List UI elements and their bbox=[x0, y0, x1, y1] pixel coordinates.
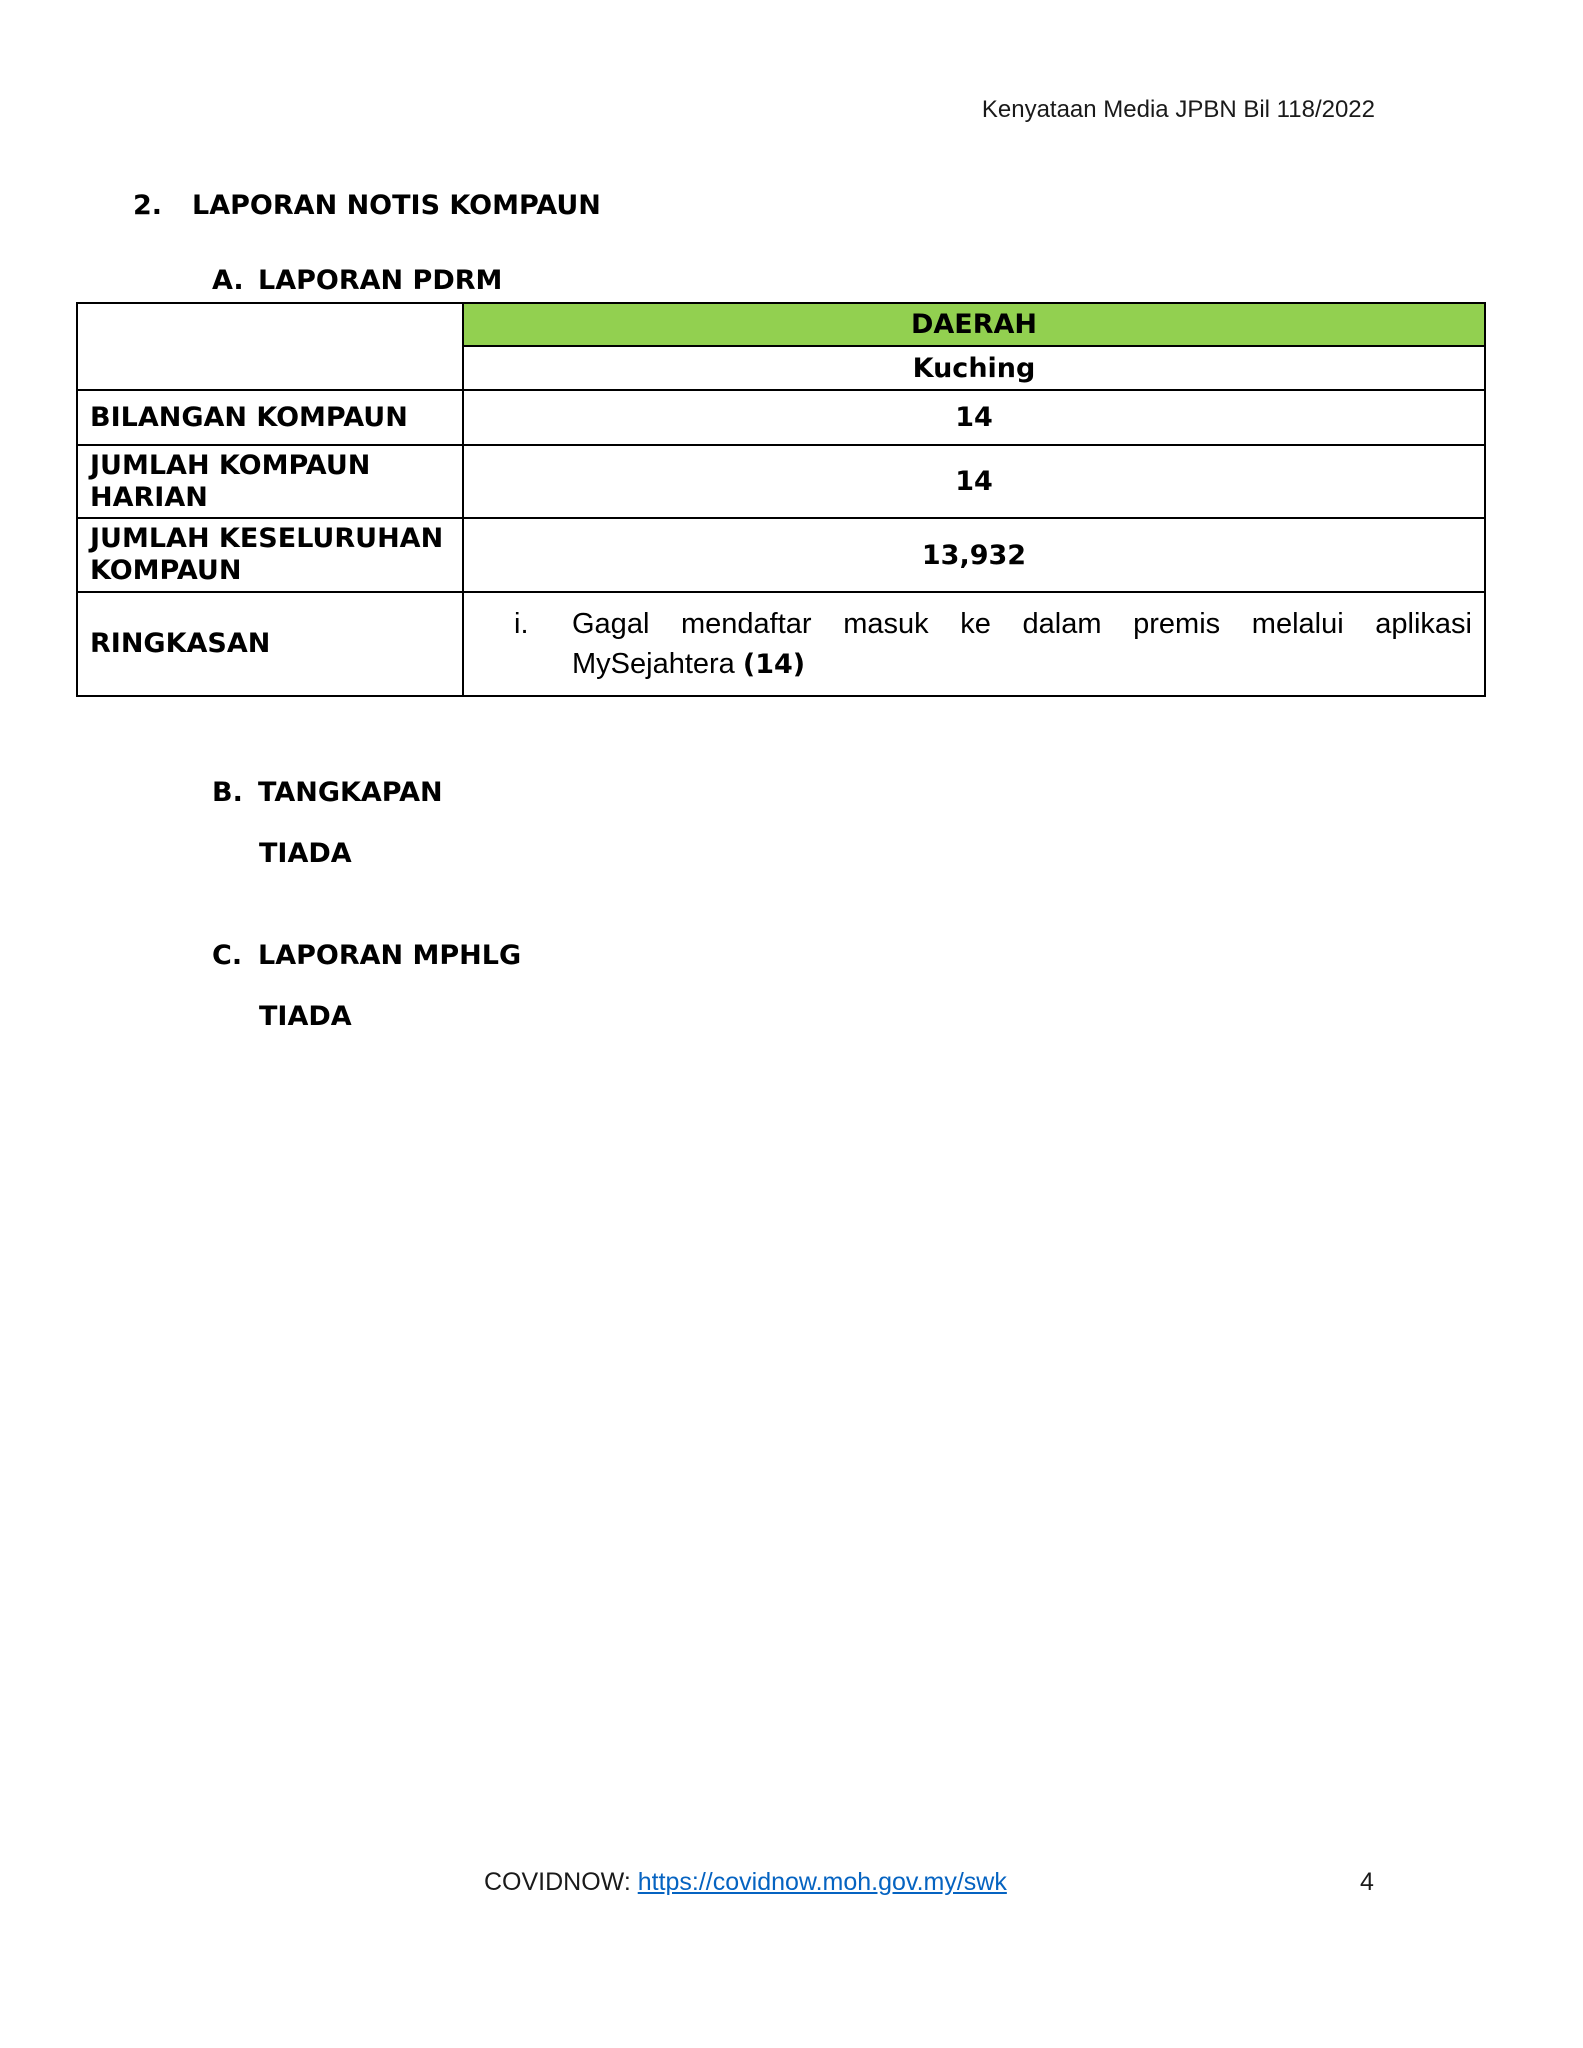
footer bbox=[484, 1868, 1007, 1897]
subsection-a-letter: A. bbox=[212, 265, 244, 296]
section-number: 2. bbox=[133, 190, 163, 221]
subsection-b-letter: B. bbox=[212, 777, 243, 808]
row-label: JUMLAH KOMPAUN HARIAN bbox=[77, 445, 463, 518]
district-header-cell: DAERAH bbox=[463, 303, 1485, 346]
table-header-row bbox=[77, 303, 1485, 346]
row-value: 13,932 bbox=[463, 518, 1485, 592]
summary-item bbox=[476, 604, 1472, 685]
page-number: 4 bbox=[1360, 1868, 1374, 1896]
empty-corner-cell bbox=[77, 303, 463, 390]
summary-label: RINGKASAN bbox=[77, 592, 463, 696]
row-value: 14 bbox=[463, 390, 1485, 445]
summary-row bbox=[77, 592, 1485, 696]
summary-item-count: (14) bbox=[742, 648, 806, 680]
table-row bbox=[77, 445, 1485, 518]
section-heading bbox=[133, 190, 601, 221]
summary-cell bbox=[463, 592, 1485, 696]
footer-prefix: COVIDNOW: bbox=[484, 1868, 631, 1896]
subsection-b-content: TIADA bbox=[259, 838, 352, 869]
subsection-c-title: LAPORAN MPHLG bbox=[258, 940, 522, 971]
covidnow-link[interactable]: https://covidnow.moh.gov.my/swk bbox=[637, 1868, 1007, 1896]
summary-item-text bbox=[572, 604, 1472, 685]
subsection-a-heading bbox=[212, 265, 502, 296]
document-reference: Kenyataan Media JPBN Bil 118/2022 bbox=[981, 96, 1375, 123]
subsection-c-letter: C. bbox=[212, 940, 243, 971]
subsection-b-heading bbox=[212, 777, 443, 808]
summary-item-number: i. bbox=[514, 607, 529, 640]
row-label: BILANGAN KOMPAUN bbox=[77, 390, 463, 445]
compound-report-table bbox=[76, 302, 1486, 697]
row-value: 14 bbox=[463, 445, 1485, 518]
subsection-a-title: LAPORAN PDRM bbox=[258, 265, 503, 296]
section-title: LAPORAN NOTIS KOMPAUN bbox=[192, 190, 601, 221]
summary-item-description: Gagal mendaftar masuk ke dalam premis melalui aplikasi MySejahtera bbox=[572, 607, 1472, 680]
subsection-c-heading bbox=[212, 940, 521, 971]
subsection-b-title: TANGKAPAN bbox=[258, 777, 443, 808]
district-name-cell: Kuching bbox=[463, 346, 1485, 390]
table-row bbox=[77, 518, 1485, 592]
table-row bbox=[77, 390, 1485, 445]
row-label: JUMLAH KESELURUHAN KOMPAUN bbox=[77, 518, 463, 592]
subsection-c-content: TIADA bbox=[259, 1001, 352, 1032]
